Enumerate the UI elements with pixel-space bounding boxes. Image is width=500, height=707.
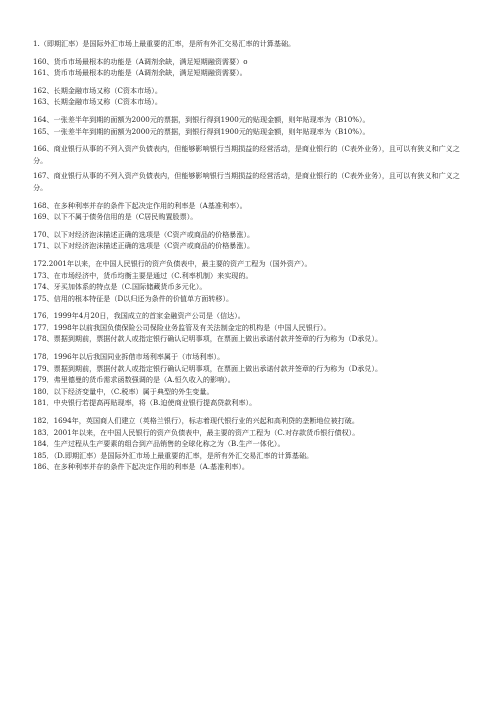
- question-line: 174、牙买加体系的特点是（C.国际储藏货币多元化）。: [33, 282, 207, 292]
- question-line: 183．2001年以来，在中国人民银行的资产负债表中，最主要的资产工程为（C.对存款货币银行债权）。: [33, 427, 360, 437]
- question-line: 184．生产过程从生产要素的组合到产品销售的全球化称之为（B.生产一体化）。: [33, 439, 285, 449]
- question-line: 175、信用的根本特征是（D以归还为条件的价值单方面转移）。: [33, 293, 234, 303]
- question-line: 176．1999年4月20日，我国成立的首家金融资产公司是（信达）。: [33, 311, 245, 321]
- question-group-10: [33, 351, 464, 409]
- question-group-2: [33, 56, 464, 79]
- question-line: 179、票据到期前，票据付款人或指定银行确认记明事项，在票面上做出承诺付款并签章的行为称为（D承兑）。: [33, 363, 383, 373]
- question-line: 177．1998年以前我国负债保险公司保险业务监管及有关法制金定的机构是（中国人民银行）。: [33, 322, 331, 332]
- question-group-6: [33, 200, 464, 223]
- question-group-8: [33, 258, 464, 304]
- question-line: 169、以下不属于债务信用的是（C居民购置股票）。: [33, 212, 198, 222]
- question-line: 166、商业银行从事的不列入资产负债表内，但能够影响银行当期损益的经营活动，是商业银行的（C表外业务），且可以有狭义和广义之分。: [33, 144, 460, 165]
- question-line: 182．1694年，英国商人们建立（英格兰银行），标志着现代银行业的兴起和高利贷的垄断地位被打破。: [33, 416, 359, 426]
- question-line: 165、一张差半年到期的面额为2000元的票据，到银行得到1900元的贴现金额，则年贴现率为（B10%）。: [33, 126, 370, 136]
- question-line: 181．中央银行若提高再贴现率，将（B.迫使商业银行提高贷款利率）。: [33, 398, 257, 408]
- question-group-9: [33, 310, 464, 345]
- question-line: 160、货币市场最根本的功能是（A调剂余缺，满足短期融资需要）o: [33, 56, 248, 66]
- question-line: 167、商业银行从事的不列入资产负债表内，但能够影响银行当期损益的经营活动，是商业银行的（C表外业务），且可以有狭义和广义之分。: [33, 171, 460, 192]
- question-line: 185．（D.即期汇率）是国际外汇市场上最重要的汇率，是所有外汇交易汇率的计算基础。: [33, 450, 314, 460]
- question-line: 172.2001年以来，在中国人民银行的资产负债表中，最主要的资产工程为（国外资产）。: [33, 258, 312, 268]
- question-line: 186、在多种利率并存的条件下起决定作用的利率是（A.基准利率）。: [33, 462, 249, 472]
- question-line: 168、在多种利率并存的条件下起决定作用的利率是（A基准利率）。: [33, 200, 247, 210]
- question-line: 178、票据到期前，票据付款人或指定银行确认记明事项，在票面上做出承诺付款并签章的行为称为（D承兑）。: [33, 334, 383, 344]
- question-line: 178．1996年以后我国同业拆借市场利率属于（市场利率）。: [33, 352, 225, 362]
- question-group-1: [33, 38, 464, 50]
- question-group-7: [33, 229, 464, 252]
- question-line: 162、长期金融市场又称（C资本市场）。: [33, 85, 162, 95]
- question-group-11: [33, 415, 464, 473]
- question-line: 173、在市场经济中，货币均衡主要是通过（C.利率机制）来实现的。: [33, 270, 253, 280]
- question-line: 161、货币市场最根本的功能是（A调剂余缺，满足短期融资需要）。: [33, 68, 247, 78]
- question-group-5: [33, 143, 464, 193]
- question-line: 180．以下经济变量中，（C.税率）属于典型的外生变量。: [33, 386, 214, 396]
- question-group-3: [33, 85, 464, 108]
- question-line: 163、长期金融市场又称（C资本市场）。: [33, 97, 162, 107]
- question-group-4: [33, 114, 464, 137]
- question-line: 170、以下对经济泡沫描述正确的选项是（C资产或商品的价格暴涨）。: [33, 229, 255, 239]
- question-line: 1.（即期汇率）是国际外汇市场上最重要的汇率，是所有外汇交易汇率的计算基础。: [33, 39, 296, 48]
- question-line: 179．弗里德曼的货币需求函数强调的是（A.恒久收入的影响）。: [33, 375, 235, 385]
- question-line: 171、以下对经济泡沫描述正确的选项是（C资产或商品的价格暴涨）。: [33, 241, 255, 251]
- question-line: 164、一张差半年到期的面额为2000元的票据，到银行得到1900元的贴现金额，则年贴现率为（B10%）。: [33, 114, 370, 124]
